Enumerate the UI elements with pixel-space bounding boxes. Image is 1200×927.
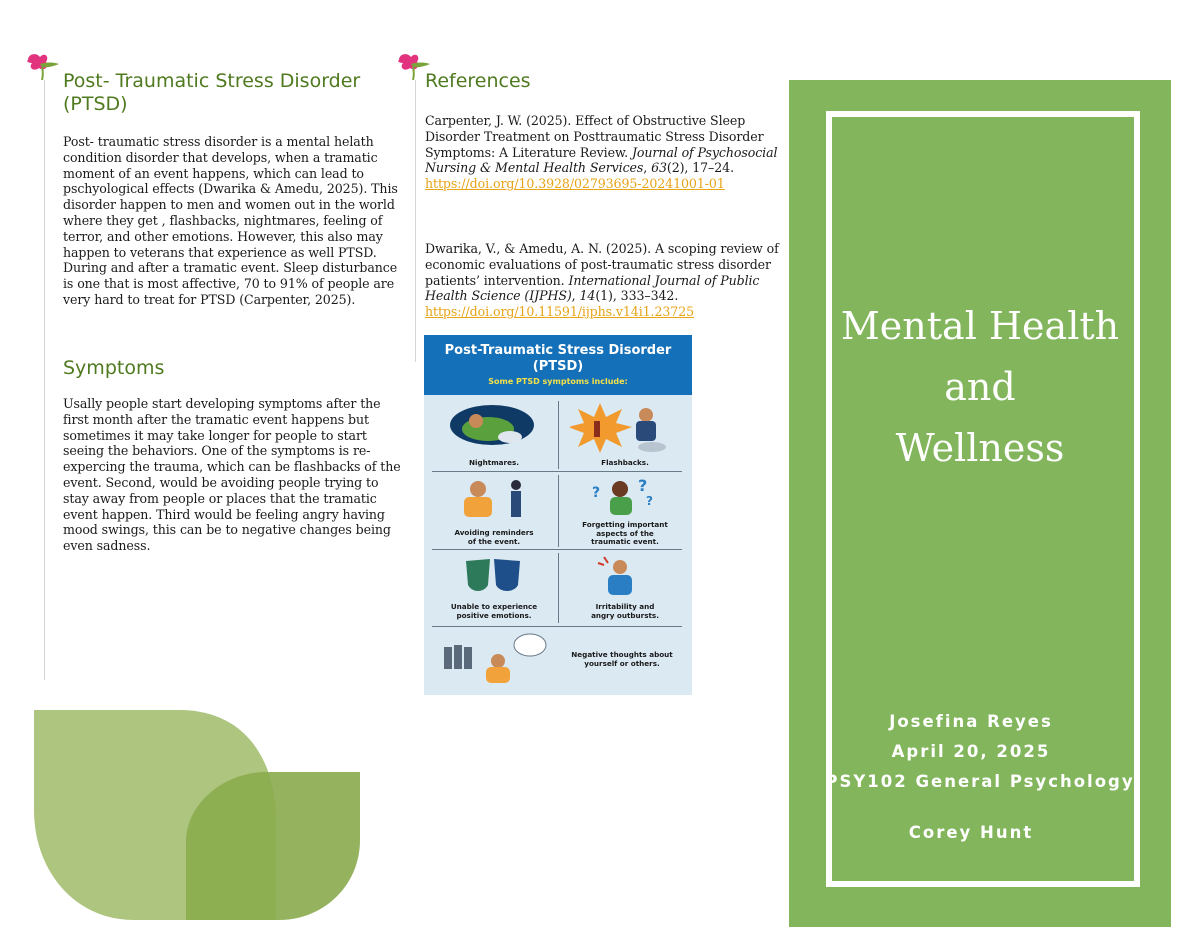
avoiding-reminders-illustration: [454, 475, 534, 525]
label-negative-thoughts: Negative thoughts about yourself or others.: [571, 650, 673, 668]
ref2-volume: 14: [579, 288, 596, 304]
references-heading: References: [425, 70, 531, 92]
symptoms-heading: Symptoms: [63, 357, 165, 379]
infographic-title-line2: (PTSD): [532, 359, 584, 374]
leaf-decoration: [34, 710, 364, 922]
label-unable: Unable to experience positive emotions.: [450, 602, 538, 620]
cover-title: [789, 296, 1171, 479]
infographic-subtitle: Some PTSD symptoms include:: [488, 377, 628, 386]
reference-carpenter: Carpenter, J. W. (2025). Effect of Obstructive Sleep Disorder Treatment on Posttraumatic Stress Disorder Symptoms: A Literature Review. Journal of Psychosocial Nursing & Mental Health Services, 63(2), 17–24. https://doi.org/10.3928/02793695-20241001-01: [425, 113, 778, 192]
ref2-doi-link[interactable]: https://doi.org/10.11591/ijphs.v14i1.23725: [425, 304, 695, 320]
ref2-tail: (1), 333–342.: [595, 288, 679, 304]
masks-illustration: [464, 557, 524, 597]
nightmares-illustration: [448, 403, 538, 453]
cover-title-line2: and: [944, 365, 1016, 409]
ref2-journal: International Journal of Public Health Science (IJPHS): [425, 272, 760, 304]
irritability-illustration: [594, 555, 654, 599]
cover-title-line1: Mental Health: [840, 304, 1120, 348]
label-flashbacks: Flashbacks.: [601, 458, 649, 467]
svg-text:?: ?: [638, 476, 648, 495]
ptsd-heading: Post- Traumatic Stress Disorder (PTSD): [63, 70, 361, 115]
svg-text:?: ?: [592, 485, 601, 501]
label-nightmares: Nightmares.: [469, 458, 519, 467]
cover-date: April 20, 2025: [891, 742, 1051, 761]
ref1-tail: (2), 17–24.: [666, 160, 734, 176]
label-irritability: Irritability and angry outbursts.: [591, 602, 659, 620]
ref1-journal: Journal of Psychosocial Nursing & Mental Health Services: [425, 144, 778, 176]
label-avoiding: Avoiding reminders of the event.: [454, 528, 534, 546]
cover-author: Josefina Reyes: [889, 712, 1053, 731]
column-divider-middle: [415, 80, 416, 362]
cover-course: PSY102 General Psychology: [825, 772, 1135, 791]
cover-frame: [826, 111, 1140, 887]
ptsd-paragraph: Post- traumatic stress disorder is a mental helath condition disorder that develops, when a tramatic moment of an event happens, which can lead to pschyological effects (Dwarika & Amedu, 2025). This disorder happen to men and women out in the world where they get , flashbacks, nightmares, feeling of terror, and other emotions. However, this also may happen to veterans that experience as well PTSD. During and after a tramatic event. Sleep disturbance is one that is most affective, 70 to 91% of people are very hard to treat for PTSD (Carpenter, 2025).: [63, 134, 398, 307]
infographic-header: [424, 335, 692, 395]
ref1-lead: Carpenter, J. W. (2025). Effect of Obstructive Sleep Disorder Treatment on Posttraumatic Stress Disorder Symptoms: A Literature Review.: [425, 113, 764, 160]
column-divider-left: [44, 80, 45, 680]
label-forgetting: Forgetting important aspects of the traumatic event.: [582, 520, 668, 546]
cover-title-line3: Wellness: [895, 426, 1065, 470]
flashbacks-illustration: [570, 401, 670, 455]
forgetting-illustration: [584, 475, 664, 517]
symptoms-paragraph: Usally people start developing symptoms after the first month after the tramatic event happens but sometimes it may take longer for people to start seeing the behaviors. One of the symptoms is re-expercing the trauma, which can be flashbacks of the event. Second, would be avoiding people trying to stay away from people or places that the tramatic event happen. Third would be feeling angry having mood swings, this can be to negative changes being even sadness.: [63, 396, 401, 554]
reference-dwarika: Dwarika, V., & Amedu, A. N. (2025). A scoping review of economic evaluations of post-traumatic stress disorder patients’ intervention. International Journal of Public Health Science (IJPHS), 14(1), 333–342. https://doi.org/10.11591/ijphs.v14i1.23725: [425, 241, 779, 320]
cover-instructor: Corey Hunt: [908, 823, 1034, 842]
svg-text:?: ?: [646, 494, 653, 508]
ptsd-infographic: [424, 335, 692, 695]
infographic-title-line1: Post-Traumatic Stress Disorder: [444, 343, 672, 358]
negative-thoughts-illustration: [440, 631, 550, 689]
ref1-volume: 63: [651, 160, 667, 176]
ref1-doi-link[interactable]: https://doi.org/10.3928/02793695-20241001-01: [425, 176, 725, 192]
flower-icon: [26, 52, 60, 80]
ref2-lead: Dwarika, V., & Amedu, A. N. (2025). A scoping review of economic evaluations of post-traumatic stress disorder patients’ intervention.: [425, 241, 779, 288]
